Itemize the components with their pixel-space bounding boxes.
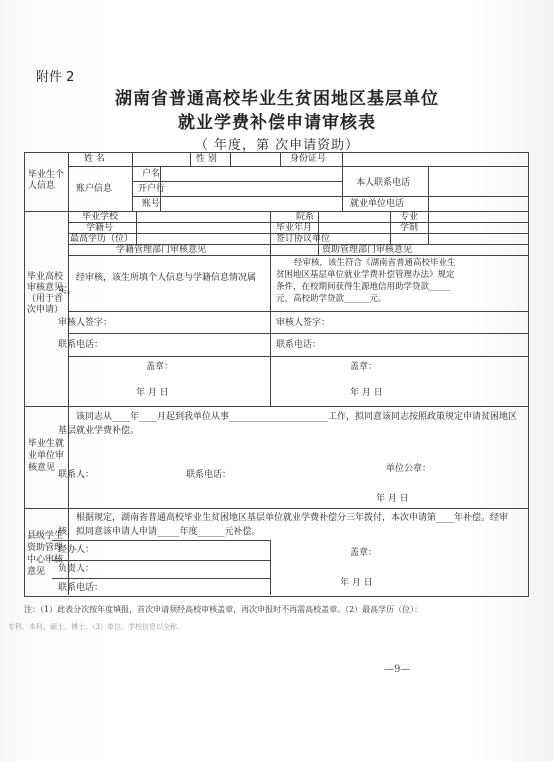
department-label: 院系: [296, 212, 315, 222]
bank-field[interactable]: [162, 183, 340, 195]
school-label: 毕业学校: [82, 212, 119, 222]
gender-label: 性 别: [196, 154, 217, 164]
id-number-label: 身份证号: [290, 154, 327, 164]
id-number-field[interactable]: [344, 154, 524, 165]
form-title-line2: 就业学费补偿申请审核表: [178, 113, 376, 133]
form-subtitle: （ 年度，第 次申请资助）: [194, 138, 360, 153]
employer-contact-phone: 联系电话：: [186, 470, 232, 480]
student-number-field[interactable]: [138, 223, 268, 233]
aid-mgmt-opinion: 经审核，该生符合《湖南省普通高校毕业生贫困地区基层单位就业学费补偿管理办法》规定条件，在校期间获得生源地信用助学贷款_____元，高校助学贷款______元。: [276, 258, 456, 304]
highest-degree-label: 最高学历（位）: [70, 234, 134, 244]
county-phone-label: 联系电话：: [58, 583, 104, 593]
contract-unit-field[interactable]: [320, 234, 526, 244]
county-date: 年 月 日: [340, 578, 373, 588]
date-right: 年 月 日: [350, 388, 383, 398]
footnote: 注：（1）此表分次按年度填报，首次申请须经高校审核盖章，再次申报时不再需高校盖章。（2）最高学历（位）：: [24, 605, 423, 614]
employer-seal: 单位公章：: [386, 464, 432, 474]
account-holder-label: 户名: [142, 169, 161, 179]
gender-field[interactable]: [232, 154, 278, 165]
contract-unit-label: 签订协议单位: [276, 234, 331, 244]
student-mgmt-opinion: 经审核，该生所填个人信息与学籍信息情况属实。: [58, 273, 257, 296]
responsible-label: 负责人：: [58, 564, 95, 574]
personal-phone-label: 本人联系电话: [356, 178, 411, 188]
seal-right: 盖章：: [350, 362, 378, 372]
account-holder-field[interactable]: [162, 168, 340, 180]
page-number: —9—: [384, 664, 411, 675]
student-number-label: 学籍号: [86, 223, 114, 233]
aid-mgmt-header: 资助管理部门审核意见: [322, 245, 413, 255]
highest-degree-field[interactable]: [138, 234, 268, 244]
handler-label: 经办人：: [58, 545, 95, 555]
employer-phone-label: 就业单位电话: [350, 199, 405, 209]
county-seal: 盖章：: [350, 548, 378, 558]
contact-phone-right: 联系电话：: [276, 340, 322, 350]
account-info-label: 账户信息: [76, 184, 113, 194]
employer-opinion: 该同志从____年____月起到我单位从事______________________工作，拟同意该同志按照政策规定申请贫困地区基层就业学费补偿。: [58, 412, 518, 436]
name-field[interactable]: [134, 154, 188, 165]
seal-left: 盖章：: [146, 362, 174, 372]
form-title-line1: 湖南省普通高校毕业生贫困地区基层单位: [115, 89, 439, 109]
personal-phone-field[interactable]: [430, 168, 526, 195]
degree-system-label: 学制: [400, 223, 419, 233]
county-opinion: 根据规定，湖南省普通高校毕业生贫困地区基层单位就业学费补偿分三年拨付，本次申请第____年补偿。经审核，拟同意该申请人申请_____年度______元补偿。: [58, 513, 509, 537]
section1-label: 毕业生个人信息: [28, 170, 65, 191]
footnote-continued: 专科、本科、硕士、博士。（3）单位、学校信息以全称。: [8, 623, 184, 631]
name-label: 姓 名: [84, 154, 105, 164]
contact-phone-left: 联系电话：: [58, 340, 104, 350]
reviewer-sign-left: 审核人签字：: [58, 318, 113, 328]
graduation-date-field[interactable]: [320, 223, 388, 233]
attachment-label: 附件 2: [36, 70, 75, 85]
account-number-label: 账号: [142, 199, 161, 209]
degree-system-field[interactable]: [430, 223, 526, 233]
section2-label: 毕业高校审核意见（用于首次申请）: [27, 272, 64, 315]
bank-label: 开户行: [138, 184, 166, 194]
date-left: 年 月 日: [136, 388, 169, 398]
major-label: 专业: [400, 212, 419, 222]
employer-contact-person: 联系人：: [58, 470, 95, 480]
account-number-field[interactable]: [162, 198, 340, 210]
student-mgmt-header: 学籍管理部门审核意见: [116, 245, 207, 255]
major-field[interactable]: [430, 212, 526, 222]
employer-date: 年 月 日: [376, 494, 409, 504]
reviewer-sign-right: 审核人签字：: [276, 318, 331, 328]
school-field[interactable]: [138, 212, 268, 222]
graduation-date-label: 毕业年月: [276, 223, 313, 233]
employer-phone-field[interactable]: [430, 198, 526, 210]
section3-label: 毕业生就业单位审核意见: [28, 439, 65, 473]
section4-label: 县级学生资助管理中心审核意见: [27, 531, 64, 577]
department-field[interactable]: [320, 212, 388, 222]
